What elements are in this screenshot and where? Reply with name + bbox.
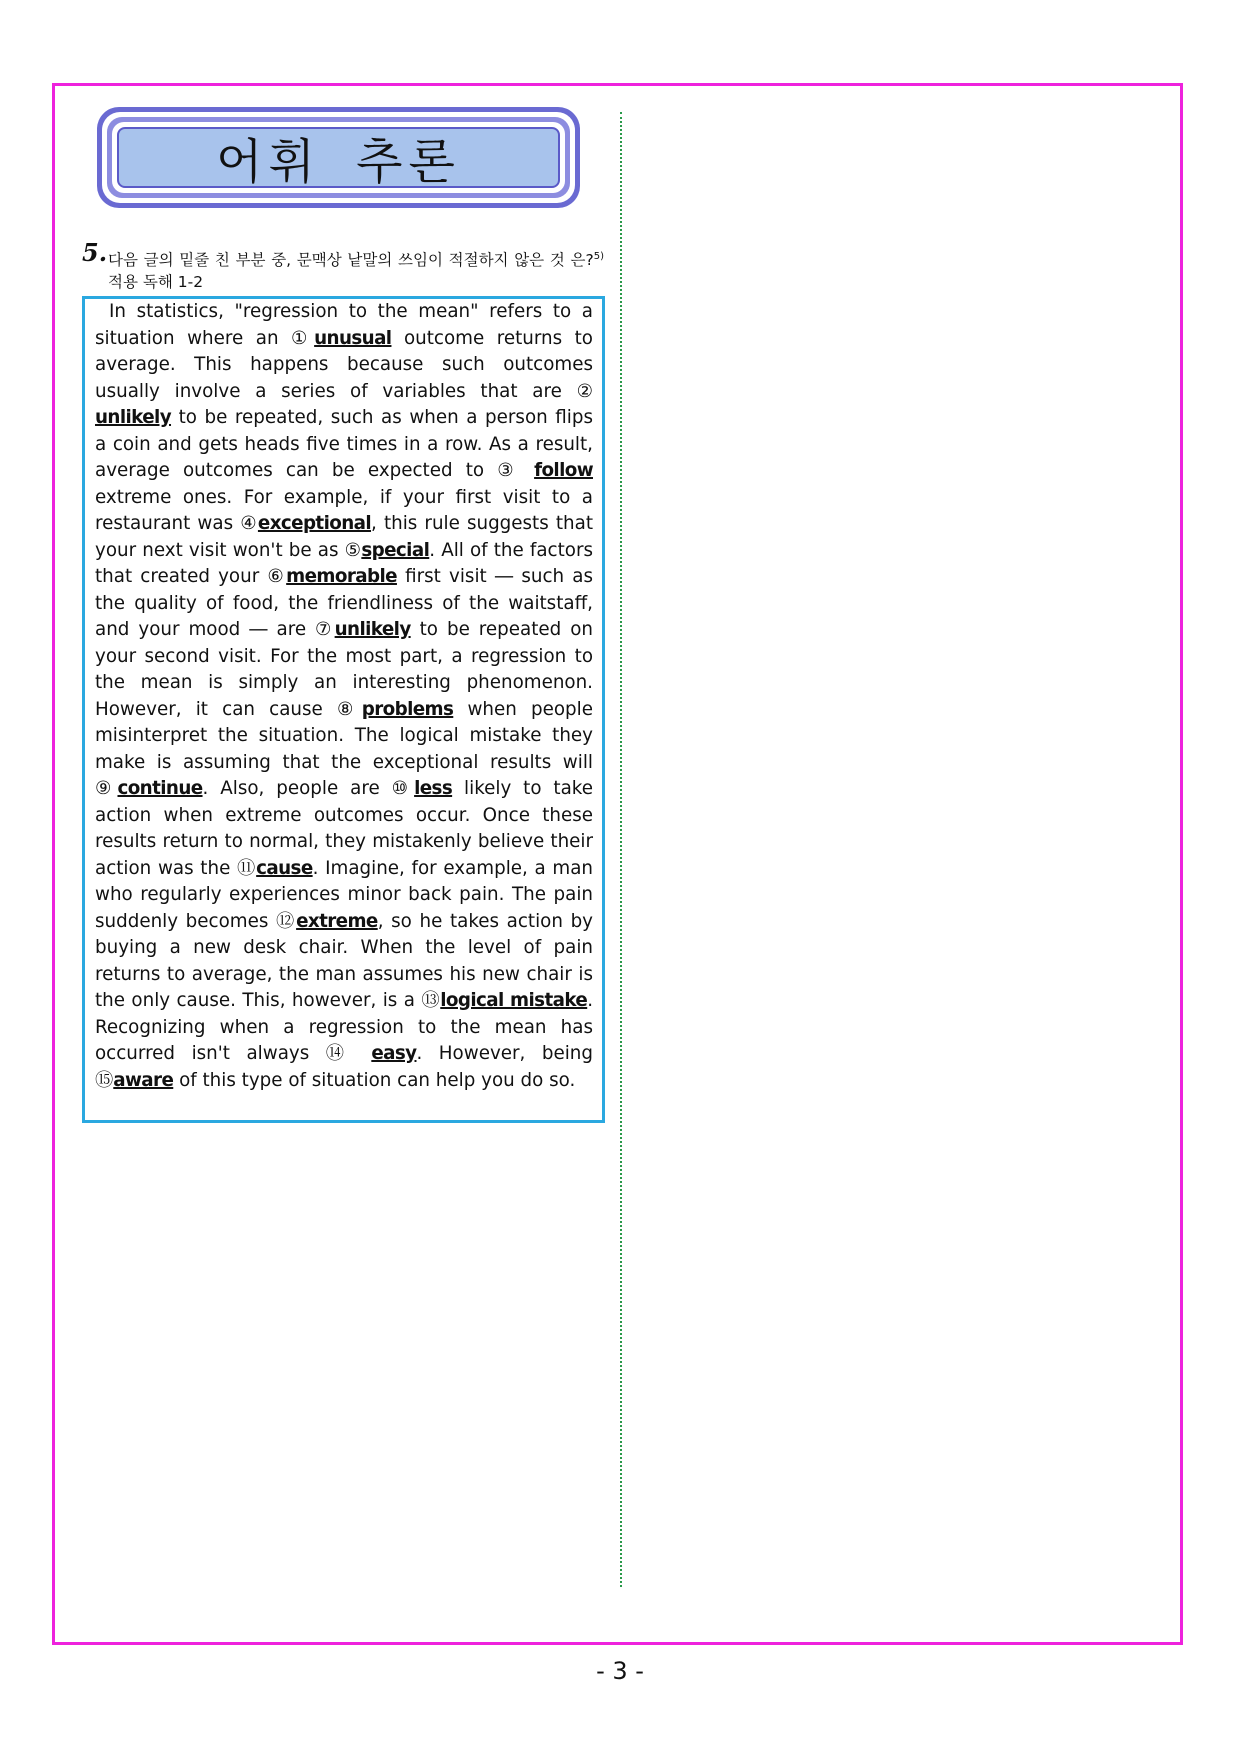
question-text: [82, 246, 604, 293]
page-number: - 3 -: [596, 1657, 644, 1685]
passage-box: [82, 296, 605, 1123]
underlined-word: logical mistake: [440, 990, 588, 1011]
passage-segment: . Also, people are ⑩: [202, 778, 415, 799]
underlined-word: less: [414, 778, 453, 799]
question-line2-pre: 은?: [570, 251, 594, 270]
underlined-word: exceptional: [257, 513, 372, 534]
passage-segment: of this type of situation can help you do so.: [173, 1069, 576, 1091]
underlined-word: continue: [117, 778, 203, 799]
underlined-word: unlikely: [334, 619, 411, 640]
passage-segment: . All of the factors that created your ⑥: [95, 539, 593, 587]
passage-segment: outcome returns to average. This happens because such outcomes usually involve a series of variables that are ②: [95, 327, 593, 402]
passage-segment: . Recognizing when a regression to the mean has occurred isn't always ⑭: [95, 990, 594, 1064]
passage-segment: likely to take action when extreme outcomes occur. Once these results return to normal, they mistakenly believe their action was the ⑪: [95, 778, 593, 879]
passage-segment: , this rule suggests that your next visit won't be as ⑤: [95, 513, 593, 561]
question: [82, 238, 604, 293]
underlined-word: follow: [534, 460, 593, 481]
passage-segment: extreme ones. For example, if your first visit to a restaurant was ④: [95, 486, 593, 534]
underlined-word: unusual: [314, 327, 392, 349]
underlined-word: special: [361, 539, 430, 561]
passage-segment: . However, being ⑮: [95, 1043, 593, 1091]
passage-segment: In statistics, "regression to the mean" refers to a situation where an ①: [95, 301, 593, 349]
passage-segment: to be repeated, such as when a person flips a coin and gets heads five times in a row. As a result, average outcomes can be expected to ③: [95, 407, 593, 481]
section-banner: [97, 107, 580, 208]
passage-segment: first visit ― such as the quality of food, the friendliness of the waitstaff, and your mood ― are ⑦: [95, 566, 593, 640]
section-title: 어휘 추론: [216, 134, 461, 190]
question-footnote: 5): [593, 251, 604, 262]
underlined-word: memorable: [286, 566, 397, 587]
underlined-word: unlikely: [95, 407, 172, 428]
underlined-word: aware: [113, 1069, 174, 1091]
underlined-word: problems: [361, 698, 454, 720]
passage-segment: , so he takes action by buying a new desk chair. When the level of pain returns to average, the man assumes his new chair is the only cause. This, however, is a ⑬: [95, 910, 594, 1011]
underlined-word: easy: [371, 1043, 417, 1064]
question-line1: 다음 글의 밑줄 친 부분 중, 문맥상 낱말의 쓰임이 적절하지 않은 것: [108, 251, 565, 270]
underlined-word: cause: [256, 857, 313, 879]
passage-segment: . Imagine, for example, a man who regularly experiences minor back pain. The pain suddenly becomes ⑫: [95, 857, 594, 932]
column-divider: [620, 112, 622, 1587]
question-source: 적용 독해 1-2: [108, 273, 204, 292]
passage-segment: to be repeated on your second visit. For the most part, a regression to the mean is simply an interesting phenomenon. However, it can cause ⑧: [95, 619, 593, 720]
passage-text: [95, 299, 593, 1094]
underlined-word: extreme: [296, 910, 378, 932]
question-number: 5.: [82, 238, 108, 267]
passage-segment: when people misinterpret the situation. The logical mistake they make is assuming that the exceptional results will ⑨: [95, 698, 593, 799]
